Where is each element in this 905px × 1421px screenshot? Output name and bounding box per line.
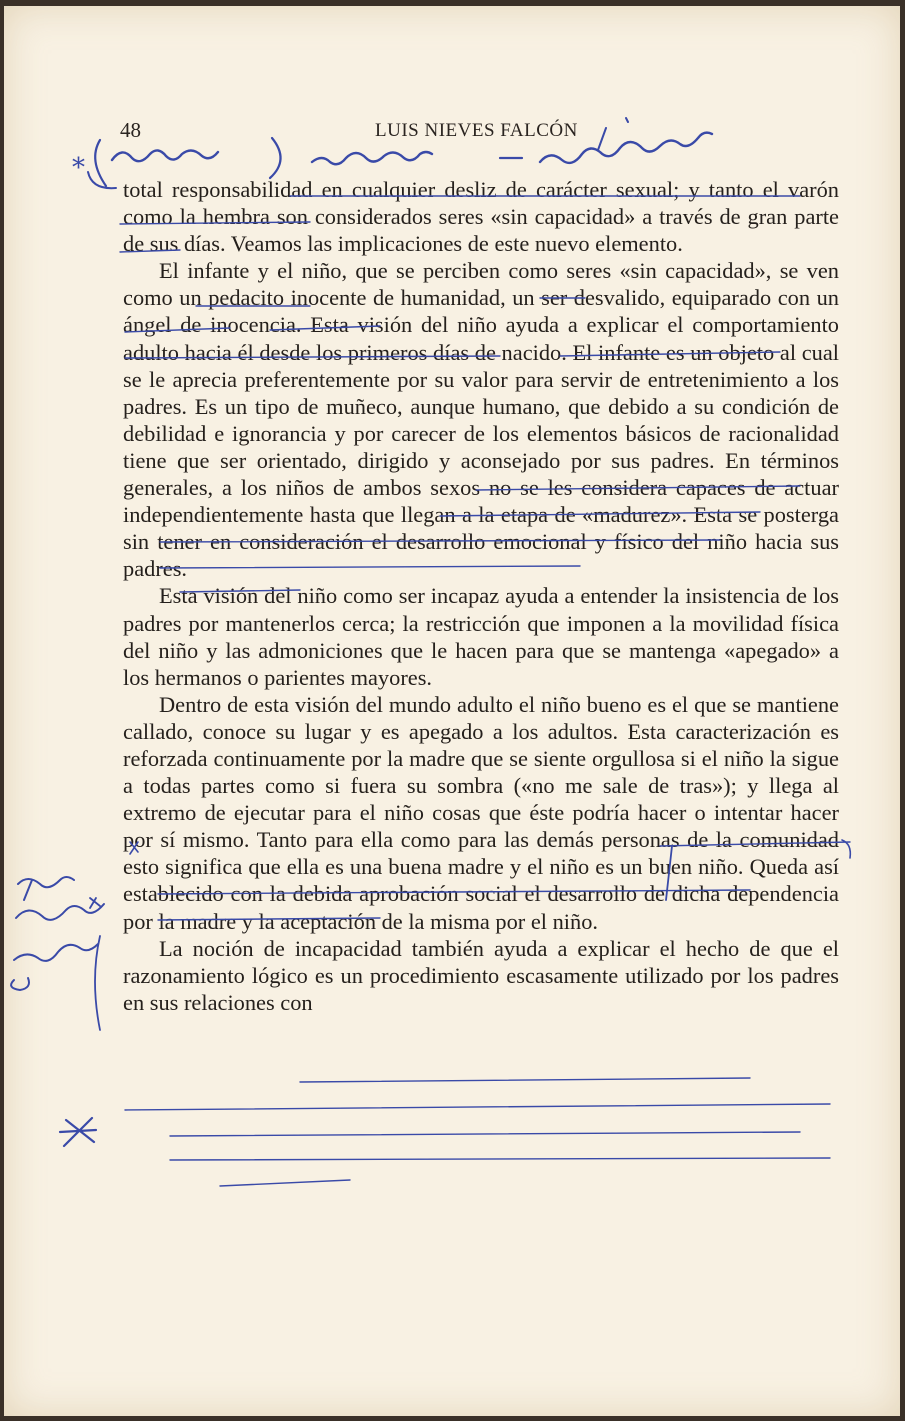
paragraph: Esta visión del niño como ser incapaz ayuda a entender la insistencia de los padres por mantenerlos cerca; la restricción que imponen a la movilidad física del niño y las admoniciones que le hacen para que se mantenga «apegado» a los hermanos o parientes mayores.: [123, 583, 839, 690]
body-text: [123, 176, 839, 1016]
page-number: 48: [120, 118, 141, 142]
paragraph: La noción de incapacidad también ayuda a explicar el hecho de que el razonamiento lógico es un procedimiento escasamente utilizado por los padres en sus relaciones con: [123, 935, 839, 1015]
paragraph: El infante y el niño, que se perciben como seres «sin capacidad», se ven como un pedacito inocente de humanidad, un ser desvalido, equiparado con un ángel de inocencia. Esta visión del niño ayuda a explicar el comportamiento adulto hacia él desde los primeros días de nacido. El infante es un objeto al cual se le aprecia preferentemente por su valor para servir de entretenimiento a los padres. Es un tipo de muñeco, aunque humano, que debido a su condición de debilidad e ignorancia y por carecer de los elementos básicos de racionalidad tiene que ser orientado, dirigido y aconsejado por sus padres. En términos generales, a los niños de ambos sexos no se les considera capaces de actuar independientemente hasta que llegan a la etapa de «madurez». Esta se posterga sin tener en consideración el desarrollo emocional y físico del niño hacia sus padres.: [123, 258, 839, 582]
paragraph: Dentro de esta visión del mundo adulto el niño bueno es el que se mantiene callado, conoce su lugar y es apegado a los adultos. Esta caracterización es reforzada continuamente por la madre que se siente orgullosa si el niño la sigue a todas partes como si fuera su sombra («no me sale de tras»); y llega al extremo de ejecutar para el niño cosas que éste podría hacer o intentar hacer por sí mismo. Tanto para ella como para las demás personas de la comunidad esto significa que ella es una buena madre y el niño es un buen niño. Queda así establecido con la debida aprobación social el desarrollo de dicha dependencia por la madre y la aceptación de la misma por el niño.: [123, 691, 839, 934]
asterisk-mark: *: [72, 153, 85, 183]
paragraph: total responsabilidad en cualquier desliz de carácter sexual; y tanto el varón como la hembra son considerados seres «sin capacidad» a través de gran parte de sus días. Veamos las implicaciones de este nuevo elemento.: [123, 177, 839, 257]
running-head: LUIS NIEVES FALCÓN: [375, 120, 578, 141]
book-page: [4, 6, 900, 1416]
page-header: [120, 118, 840, 148]
